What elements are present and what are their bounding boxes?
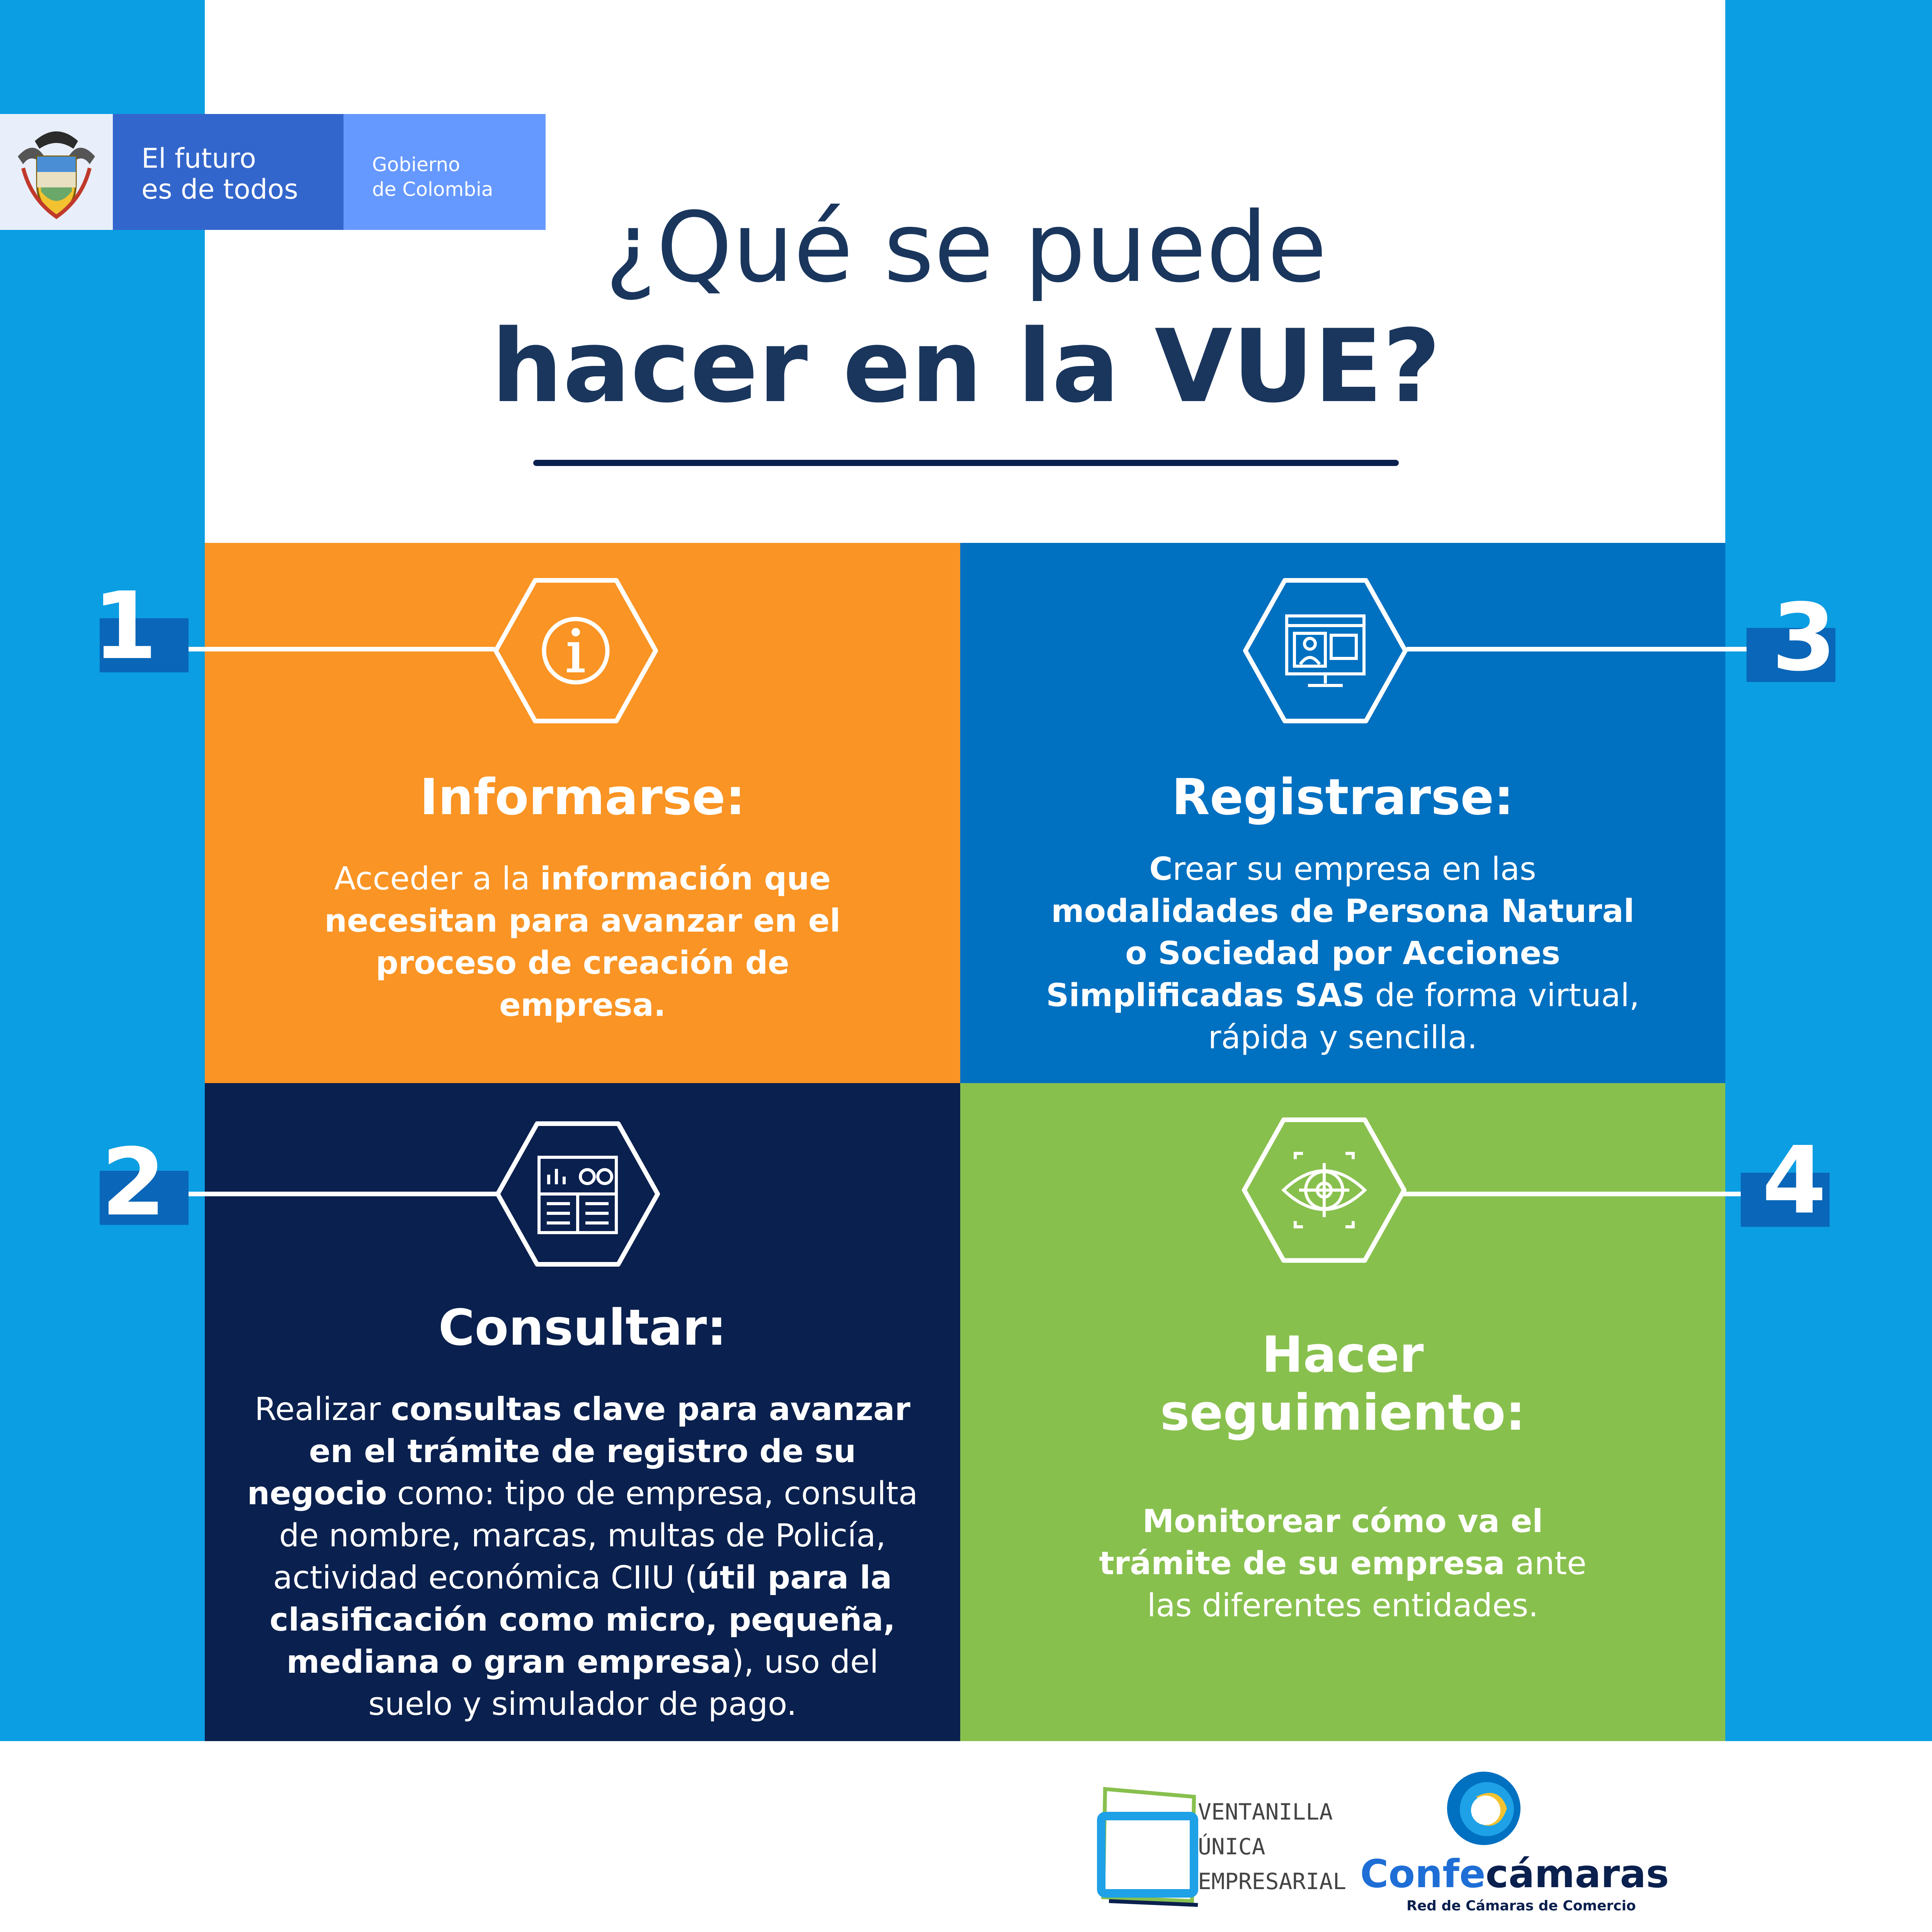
confe-name-a: Confe <box>1360 1851 1486 1896</box>
connector-line-3 <box>1406 647 1754 651</box>
gov-line-1: Gobierno <box>372 153 460 176</box>
vue-line-3: EMPRESARIAL <box>1198 1868 1347 1895</box>
title-line-1: ¿Qué se puede <box>605 191 1327 304</box>
title-underline <box>533 460 1399 466</box>
text-part: ), uso del suelo y simulador de pago. <box>368 1644 879 1723</box>
confecamaras-logo <box>1360 1766 1669 1928</box>
page-title <box>491 191 1441 425</box>
card-title: Informarse: <box>420 769 745 826</box>
card-title: Consultar: <box>438 1299 727 1357</box>
card-title-line-2: seguimiento: <box>1160 1384 1526 1442</box>
vue-line-1: VENTANILLA <box>1198 1799 1333 1825</box>
gov-logo-bar <box>0 114 546 230</box>
text-part-bold: útil para la clasificación como micro, pequeña, mediana o gran empresa <box>269 1560 896 1681</box>
text-part-bold: C <box>1149 851 1173 888</box>
text-part-bold: información que necesitan para avanzar en el proceso de creación de empresa. <box>324 861 841 1024</box>
brand-line-1: El futuro <box>141 143 256 174</box>
coat-of-arms-box <box>0 114 113 230</box>
confecamaras-tagline: Red de Cámaras de Comercio <box>1406 1898 1636 1914</box>
eye-hexagon <box>1241 1117 1407 1264</box>
confecamaras-swirl-icon <box>1441 1766 1526 1851</box>
text-part: Realizar <box>254 1391 391 1428</box>
card-text <box>1072 1500 1613 1627</box>
right-side-band <box>1725 0 1932 1741</box>
card-text <box>242 1388 923 1725</box>
connector-line-1 <box>185 647 495 651</box>
title-line-2: hacer en la VUE? <box>491 308 1441 425</box>
confecamaras-name <box>1360 1851 1669 1896</box>
computer-hexagon <box>1242 577 1408 724</box>
vue-logo <box>1094 1785 1347 1917</box>
info-hexagon <box>493 577 659 724</box>
vue-window-icon <box>1094 1785 1206 1909</box>
card-text <box>1037 848 1648 1059</box>
number-4: 4 <box>1762 1126 1827 1235</box>
gov-line-2: de Colombia <box>372 178 493 201</box>
number-3: 3 <box>1772 583 1836 692</box>
brand-line-2: es de todos <box>141 173 298 205</box>
card-text <box>294 858 871 1026</box>
text-part-bold: consultas clave para avanzar en el trámite de registro de su negocio <box>247 1391 911 1512</box>
card-title-line-1: Hacer <box>1262 1326 1424 1384</box>
text-part: rear su empresa en las <box>1172 851 1536 888</box>
text-part: ante las diferentes entidades. <box>1147 1545 1587 1624</box>
connector-line-4 <box>1399 1192 1754 1196</box>
colombia-coat-of-arms-icon <box>0 114 113 230</box>
number-2: 2 <box>101 1128 166 1236</box>
confe-name-b: cámaras <box>1485 1851 1669 1896</box>
connector-line-2 <box>185 1192 502 1196</box>
left-side-band <box>0 0 205 1741</box>
card-title: Registrarse: <box>1172 769 1514 826</box>
vue-line-2: ÚNICA <box>1198 1833 1265 1860</box>
text-part: como: tipo de empresa, consulta de nombre, marcas, multas de Policía, actividad económica CIIU ( <box>273 1475 918 1597</box>
number-1: 1 <box>93 572 157 680</box>
text-part: Acceder a la <box>334 861 540 897</box>
text-part-bold: Monitorear cómo va el trámite de su empresa <box>1099 1503 1543 1582</box>
report-hexagon <box>495 1121 661 1267</box>
brand-box <box>113 114 344 230</box>
text-part-bold: modalidades de Persona Natural o Sociedad por Acciones Simplificadas SAS <box>1046 893 1634 1014</box>
text-part: de forma virtual, rápida y sencilla. <box>1208 977 1639 1056</box>
